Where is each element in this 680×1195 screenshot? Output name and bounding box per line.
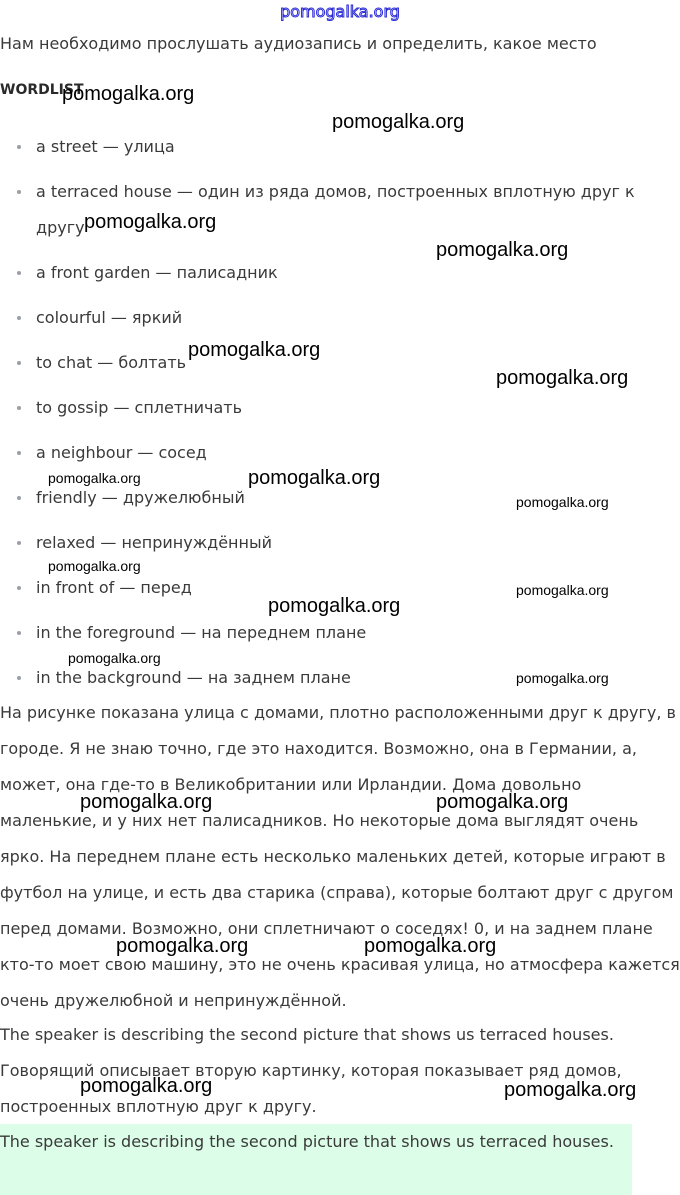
watermark: pomogalka.org <box>84 211 217 233</box>
wordlist-item: in the foreground — на переднем плане <box>0 615 680 651</box>
wordlist-item: a front garden — палисадник <box>0 255 680 291</box>
wordlist <box>0 129 680 705</box>
watermark: pomogalka.org <box>496 367 629 389</box>
watermark: pomogalka.org <box>364 935 497 957</box>
watermark: pomogalka.org <box>188 339 321 361</box>
wordlist-item: to chat — болтать <box>0 345 680 381</box>
description-paragraph-translation: Говорящий описывает вторую картинку, которая показывает ряд домов, построенных вплотную друг к другу. <box>0 1061 622 1116</box>
wordlist-item: in front of — перед <box>0 570 680 606</box>
watermark: pomogalka.org <box>116 935 249 957</box>
wordlist-heading: WORDLIST <box>0 82 84 98</box>
site-logo: pomogalka.org <box>280 2 400 21</box>
watermark: pomogalka.org <box>516 494 609 510</box>
wordlist-item: a terraced house — один из ряда домов, построенных вплотную друг к другу <box>0 174 680 246</box>
wordlist-item: relaxed — непринуждённый <box>0 525 680 561</box>
description-paragraph-russian: На рисунке показана улица с домами, плотно расположенными друг к другу, в городе. Я не знаю точно, где это находится. Возможно, она в Германии, а, может, она где-то в Великобритании или Ирландии. Дома довольно маленькие, и у них нет палисадников. Но некоторые дома выглядят очень ярко. На переднем плане есть несколько маленьких детей, которые играют в футбол на улице, и есть два старика (справа), которые болтают друг с другом перед домами. Возможно, они сплетничают о соседях! 0, и на заднем плане кто-то моет свою машину, это не очень красивая улица, но атмосфера кажется очень дружелюбной и непринуждённой. <box>0 703 680 1010</box>
intro-text: Нам необходимо прослушать аудиозапись и определить, какое место <box>0 34 597 53</box>
watermark: pomogalka.org <box>332 111 465 133</box>
watermark: pomogalka.org <box>62 83 195 105</box>
watermark: pomogalka.org <box>68 650 161 666</box>
wordlist-item: a neighbour — сосед <box>0 435 680 471</box>
watermark: pomogalka.org <box>436 239 569 261</box>
watermark: pomogalka.org <box>80 1075 213 1097</box>
watermark: pomogalka.org <box>268 595 401 617</box>
watermark: pomogalka.org <box>48 558 141 574</box>
watermark: pomogalka.org <box>436 791 569 813</box>
description-paragraph-english: The speaker is describing the second picture that shows us terraced houses. <box>0 1025 614 1044</box>
wordlist-item: friendly — дружелюбный <box>0 480 680 516</box>
watermark: pomogalka.org <box>504 1079 637 1101</box>
wordlist-item: colourful — яркий <box>0 300 680 336</box>
watermark: pomogalka.org <box>248 467 381 489</box>
wordlist-item: a street — улица <box>0 129 680 165</box>
watermark: pomogalka.org <box>80 791 213 813</box>
wordlist-item: to gossip — сплетничать <box>0 390 680 426</box>
watermark: pomogalka.org <box>48 470 141 486</box>
wordlist-item: in the background — на заднем плане <box>0 660 680 696</box>
watermark: pomogalka.org <box>516 582 609 598</box>
watermark: pomogalka.org <box>516 670 609 686</box>
answer-highlight-box: The speaker is describing the second picture that shows us terraced houses. <box>0 1124 632 1195</box>
